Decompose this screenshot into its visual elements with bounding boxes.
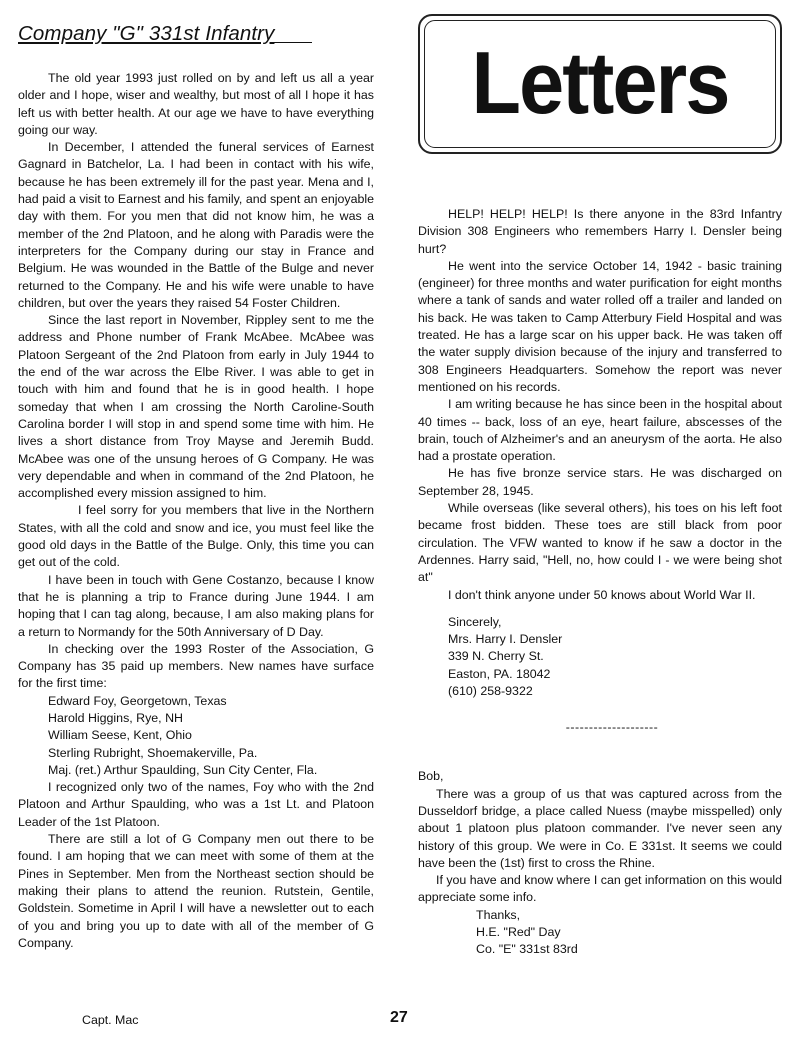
company-g-column [18, 22, 374, 952]
signature-line: Sincerely, [448, 614, 502, 629]
paragraph: Since the last report in November, Rippley sent to me the address and Phone number of Frank McAbee. McAbee was Platoon Sergeant of the 2nd Platoon from early in July 1944 to the end of the war across the Elbe River. I was able to get in touch with him and found that he is in good health. I hope someday that when I am crossing the North Caroline-South Carolina border I will stop in and spend some time with him. He lives a short distance from Troy Mayse and Jeremih Budd. McAbee was one of the unsung heroes of G Company. He was very dependable and when in command of the 2nd Platoon, he accomplished every mission assigned to him. [18, 313, 374, 501]
letter-signature [418, 907, 782, 959]
paragraph: In checking over the 1993 Roster of the Association, G Company has 35 paid up members. New names have surface for the first time: [18, 641, 374, 691]
paragraph: I am writing because he has since been in the hospital about 40 times -- back, loss of an eye, heart failure, abscesses of the brain, touch of Alzheimer's and an aneurysm of the aorta. He also had a prostate operation. [418, 397, 782, 464]
list-item: William Seese, Kent, Ohio [48, 728, 192, 743]
paragraph: HELP! HELP! HELP! Is there anyone in the 83rd Infantry Division 308 Engineers who remembers Harry I. Densler being hurt? [418, 207, 782, 256]
new-members-list [18, 693, 374, 779]
paragraph: I don't think anyone under 50 knows about World War II. [448, 587, 756, 602]
separator: -------------------- [565, 720, 659, 735]
paragraph: The old year 1993 just rolled on by and left us all a year older and I hope, wiser and wealthy, but most of all I hope it has left us with better health. At our age we have to have everything going our way. [18, 71, 374, 137]
signature-line: Co. "E" 331st 83rd [476, 942, 578, 957]
author-credit: Capt. Mac [82, 1013, 139, 1027]
paragraph: While overseas (like several others), his toes on his left foot became frost bidden. These toes are still black from poor circulation. The VFW wanted to know if he saw a doctor in the Ardennes. Harry said, "Hell, no, how could I - we were being shot at" [418, 501, 782, 585]
signature-line: H.E. "Red" Day [476, 924, 561, 939]
paragraph: There are still a lot of G Company men out there to be found. I am hoping that we can meet with some of them at the Pines in September. Men from the Northeast section should be making their plans to attend the reunion. Rutstein, Gentile, Goldstein. Sometime in April I will have a newsletter out to each of you and bring you up to date with all of the member of G Company. [18, 832, 374, 950]
letter-signature [418, 614, 782, 700]
signature-line: Easton, PA. 18042 [448, 666, 551, 681]
page-number: 27 [390, 1009, 408, 1026]
paragraph: If you have and know where I can get information on this would appreciate some info. [418, 873, 782, 905]
paragraph: In December, I attended the funeral services of Earnest Gagnard in Batchelor, La. I had been in contact with his wife, because he has been extremely ill for the past year. Mena and I, had paid a visit to Earnest and his family, and spent an enjoyable day with them. For you men that did not know him, he was a member of the 2nd Platoon, and he along with Paradis were the interpreters for the Company during our stay in France and Belgium. He was wounded in the Battle of the Bulge and never returned to the Company. He and his wife were unable to have children, but over the years they raised 54 Foster Children. [18, 140, 374, 310]
signature-line: Thanks, [476, 907, 521, 922]
paragraph: I feel sorry for you members that live in the Northern States, with all the cold and snow and ice, you must feel like the good old days in the Battle of the Bulge. Only, this time you can get out of the cold. [18, 503, 374, 570]
paragraph: He has five bronze service stars. He was discharged on September 28, 1945. [418, 466, 782, 498]
salutation: Bob, [418, 769, 444, 784]
paragraph: I recognized only two of the names, Foy who with the 2nd Platoon and Arthur Spaulding, who was a 1st Lt. and Platoon Leader of the 1st Platoon. [18, 780, 374, 829]
list-item: Maj. (ret.) Arthur Spaulding, Sun City Center, Fla. [48, 762, 318, 777]
signature-line: Mrs. Harry I. Densler [448, 632, 563, 647]
paragraph: He went into the service October 14, 1942 - basic training (engineer) for three months and water purification for eight months where a tank of sands and water rolled off a trailer and landed on his back. He was taken to Camp Atterbury Field Hospital and was treated. He has a large scar on his upper back. He was taken off the water supply division because of the injury and transferred to 308 Engineers Headquarters. Somehow the report was never mentioned on his records. [418, 258, 782, 394]
signature-line: 339 N. Cherry St. [448, 649, 544, 664]
signature-line: (610) 258-9322 [448, 684, 533, 699]
letters-banner [418, 14, 782, 154]
list-item: Harold Higgins, Rye, NH [48, 710, 183, 725]
paragraph: I have been in touch with Gene Costanzo, because I know that he is planning a trip to France during June 1944. I am hoping that I can tag along, because, I am also making plans for a return to Normandy for the 50th Anniversary of D Day. [18, 572, 374, 639]
column-heading: Company "G" 331st Infantry [18, 22, 374, 46]
list-item: Edward Foy, Georgetown, Texas [48, 693, 227, 708]
list-item: Sterling Rubright, Shoemakerville, Pa. [48, 745, 258, 760]
letters-column [418, 14, 782, 959]
letters-title: Letters [471, 33, 729, 132]
paragraph: There was a group of us that was captured across from the Dusseldorf bridge, a place called Nuess (maybe misspelled) only about 1 platoon plus platoon commander. I've never seen any history of this group. We were in Co. E 331st. It seems we could have been the (1st) first to cross the Rhine. [418, 786, 782, 870]
